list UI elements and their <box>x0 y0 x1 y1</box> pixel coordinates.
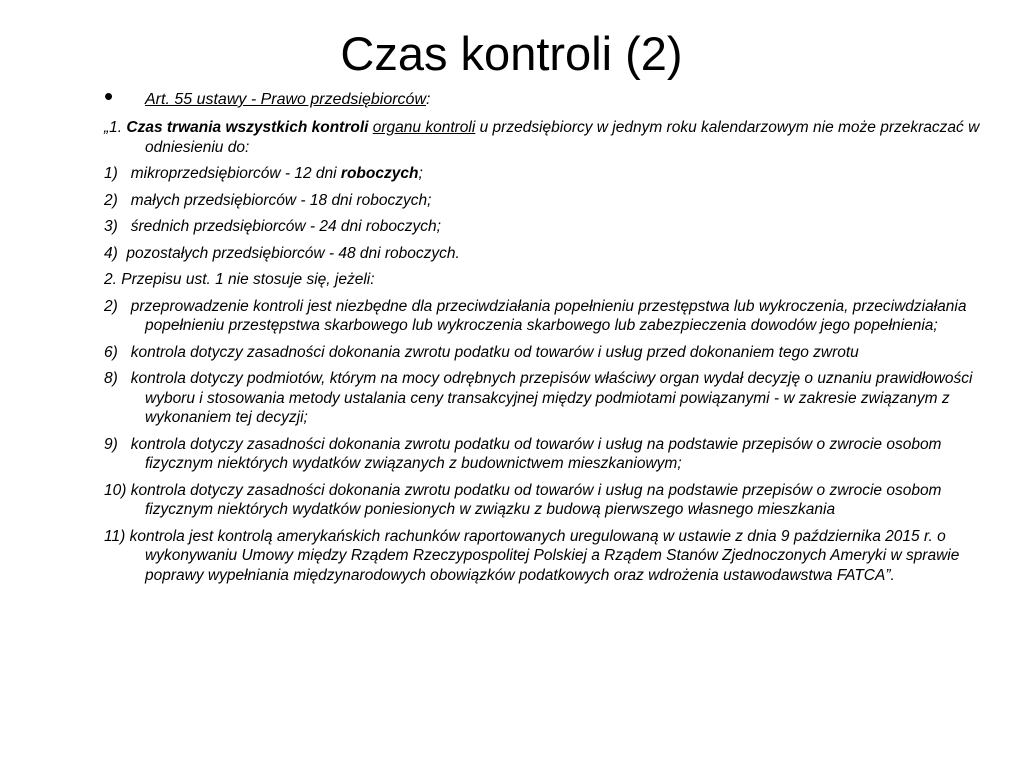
list-number: 2) <box>104 297 118 315</box>
list-number: 10) <box>104 481 127 499</box>
limit-item <box>104 244 984 264</box>
article-reference-colon: : <box>426 91 431 108</box>
list-number: 2) <box>104 191 118 209</box>
limit-item <box>104 164 984 184</box>
intro-paragraph <box>104 118 984 157</box>
article-reference-text: Art. 55 ustawy - Prawo przedsiębiorców <box>145 91 426 108</box>
list-number: 4) <box>104 244 118 262</box>
list-text-bold: roboczych <box>340 165 419 182</box>
list-number: 1) <box>104 165 118 182</box>
article-reference <box>145 90 430 109</box>
list-text: kontrola dotyczy zasadności dokonania zwrotu podatku od towarów i usług na podstawie przepisów o zwrocie osobom fizycznym niektórych wydatków związanych z budownictwem mieszkaniowym; <box>130 435 942 472</box>
intro-prefix: „1. <box>104 119 127 136</box>
list-text: małych przedsiębiorców - 18 dni roboczych; <box>130 191 432 209</box>
section-2-heading: 2. Przepisu ust. 1 nie stosuje się, jeżeli: <box>104 271 375 288</box>
limit-item <box>104 217 984 237</box>
list-text: pozostałych przedsiębiorców - 48 dni roboczych. <box>126 244 460 262</box>
intro-rest: u przedsiębiorcy w jednym roku kalendarzowym nie może przekraczać w odniesieniu do: <box>145 119 980 156</box>
list-number: 3) <box>104 218 118 235</box>
list-number: 9) <box>104 435 118 453</box>
exception-item <box>104 343 984 363</box>
list-number: 8) <box>104 370 118 387</box>
exception-item <box>104 481 984 520</box>
article-text <box>104 118 984 585</box>
list-text: kontrola dotyczy podmiotów, którym na mocy odrębnych przepisów właściwy organ wydał decyzję o uznaniu prawidłowości wyboru i stosowania metody ustalania ceny transakcyjnej między podmiotami powiązanymi - w zakresie związanym z wykonaniem tej decyzji; <box>130 370 973 426</box>
list-text: przeprowadzenie kontroli jest niezbędne dla przeciwdziałania popełnieniu przestępstwa lub wykroczenia, przeciwdziałania popełnieniu przestępstwa skarbowego lub wykroczenia skarbowego lub zabezpieczenia dowodów jego popełnienia; <box>130 297 967 334</box>
list-text: mikroprzedsiębiorców - 12 dni <box>130 165 341 182</box>
intro-bold: Czas trwania wszystkich kontroli <box>126 119 373 136</box>
list-text: średnich przedsiębiorców - 24 dni roboczych; <box>130 218 441 235</box>
exception-item <box>104 297 984 336</box>
exception-item <box>104 435 984 474</box>
intro-underlined: organu kontroli <box>372 119 476 136</box>
exception-item <box>104 369 984 428</box>
limit-item <box>104 191 984 211</box>
list-text: kontrola dotyczy zasadności dokonania zwrotu podatku od towarów i usług na podstawie przepisów o zwrocie osobom fizycznym niektórych wydatków poniesionych w związku z budową pierwszego własnego mieszkania <box>130 481 942 518</box>
slide-title: Czas kontroli (2) <box>340 27 683 80</box>
list-number: 11) <box>104 527 126 545</box>
list-text: kontrola jest kontrolą amerykańskich rachunków raportowanych uregulowaną w ustawie z dnia 9 października 2015 r. o wykonywaniu Umowy między Rządem Rzeczypospolitej Polskiej a Rządem Stanów Zjednoczonych Ameryki w sprawie poprawy wypełniania międzynarodowych obowiązków podatkowych oraz wdrożenia ustawodawstwa FATCA”. <box>129 527 960 584</box>
list-text: kontrola dotyczy zasadności dokonania zwrotu podatku od towarów i usług przed dokonaniem tego zwrotu <box>130 343 859 361</box>
exception-item <box>104 527 984 586</box>
list-number: 6) <box>104 343 118 361</box>
bullet-point: • <box>104 81 114 111</box>
list-text-end: ; <box>418 165 423 182</box>
